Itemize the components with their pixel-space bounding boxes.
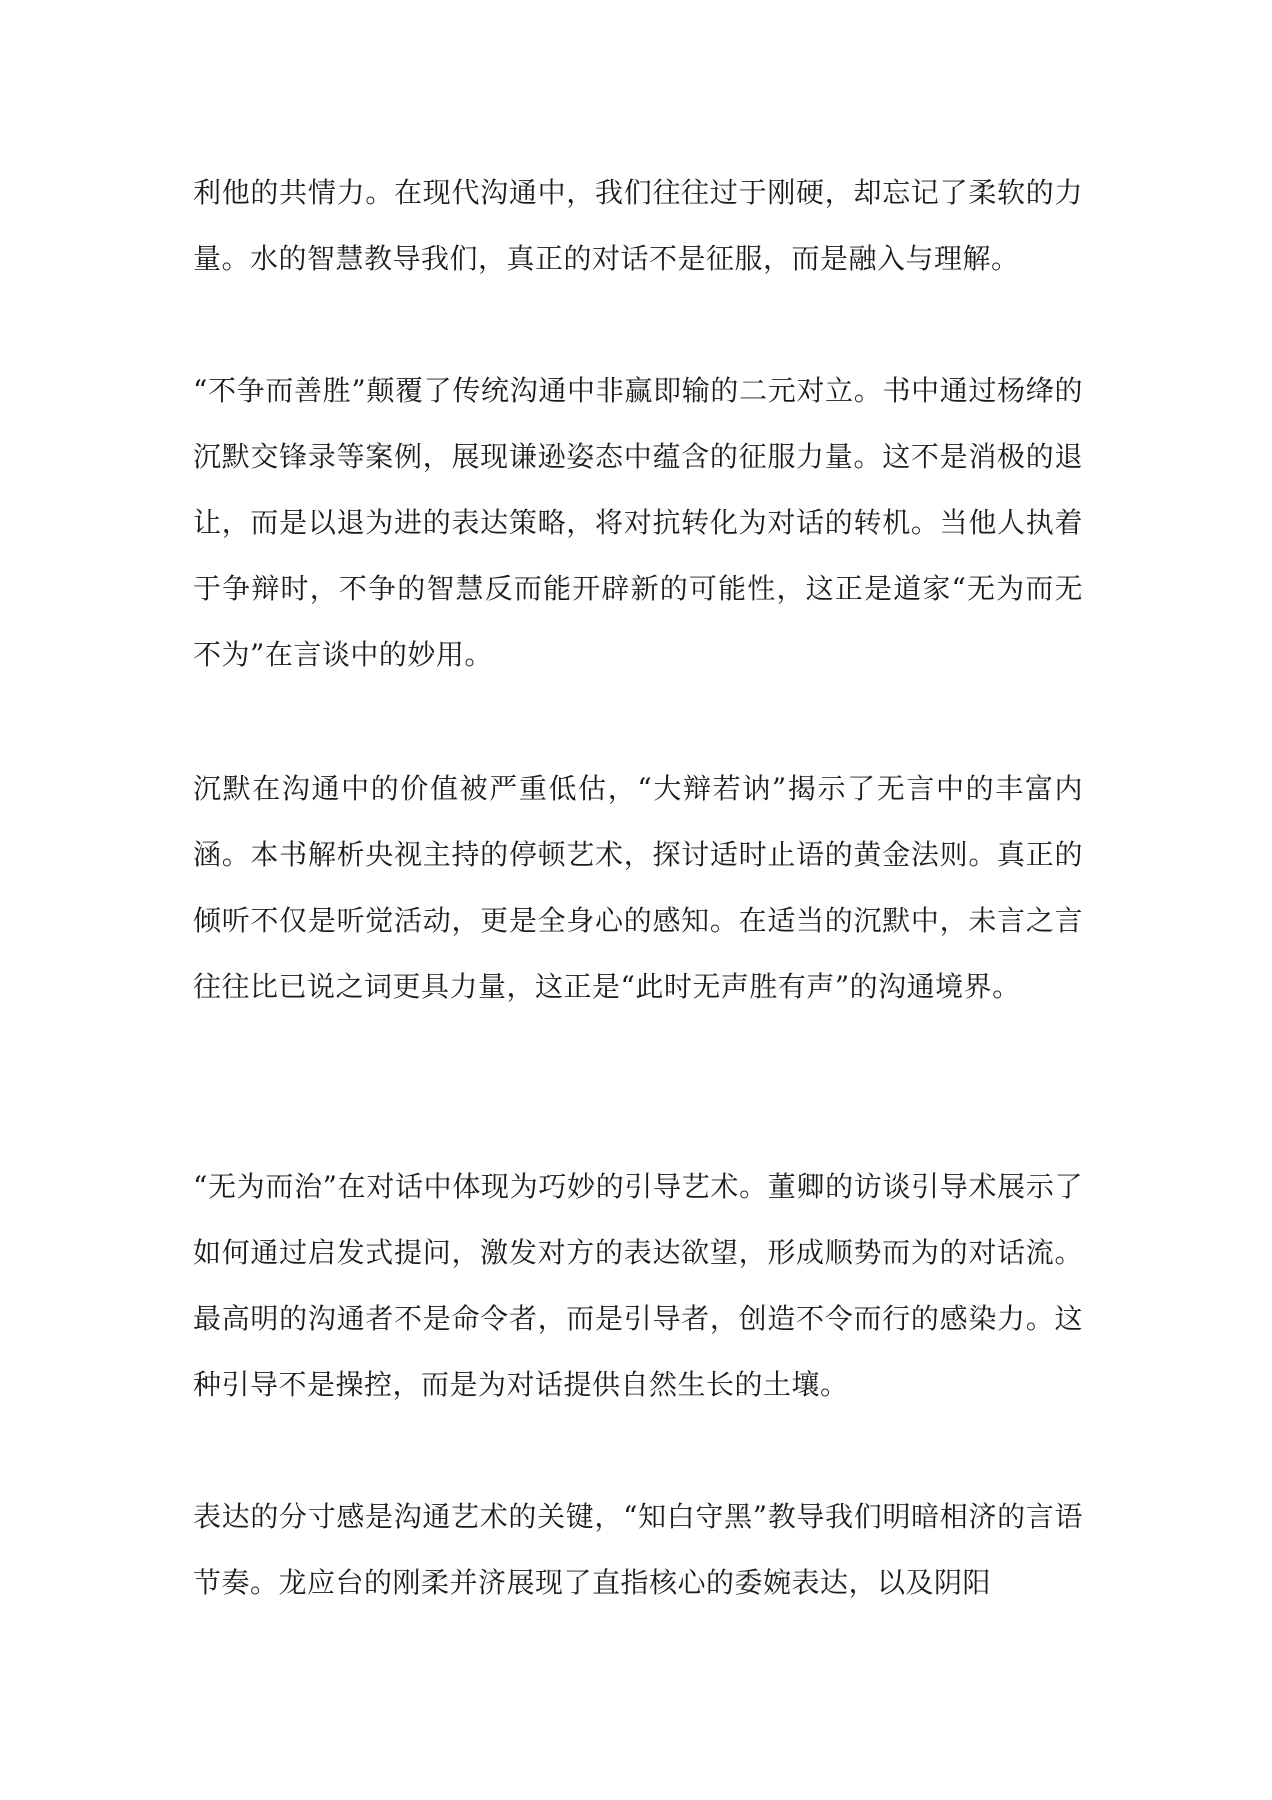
paragraph-5: 表达的分寸感是沟通艺术的关键，“知白守黑”教导我们明暗相济的言语节奏。龙应台的刚柔并济展现了直指核心的委婉表达，以及阴阳 — [193, 1500, 1083, 1599]
paragraph-4: “无为而治”在对话中体现为巧妙的引导艺术。董卿的访谈引导术展示了如何通过启发式提问，激发对方的表达欲望，形成顺势而为的对话流。最高明的沟通者不是命令者，而是引导者，创造不令而行的感染力。这种引导不是操控，而是为对话提供自然生长的土壤。 — [193, 1170, 1083, 1401]
paragraph-2: “不争而善胜”颠覆了传统沟通中非赢即输的二元对立。书中通过杨绛的沉默交锋录等案例，展现谦逊姿态中蕴含的征服力量。这不是消极的退让，而是以退为进的表达策略，将对抗转化为对话的转机。当他人执着于争辩时，不争的智慧反而能开辟新的可能性，这正是道家“无为而无不为”在言谈中的妙用。 — [193, 374, 1083, 671]
paragraph-1: 利他的共情力。在现代沟通中，我们往往过于刚硬，却忘记了柔软的力量。水的智慧教导我们，真正的对话不是征服，而是融入与理解。 — [193, 176, 1083, 275]
paragraph-3: 沉默在沟通中的价值被严重低估，“大辩若讷”揭示了无言中的丰富内涵。本书解析央视主持的停顿艺术，探讨适时止语的黄金法则。真正的倾听不仅是听觉活动，更是全身心的感知。在适当的沉默中，未言之言往往比已说之词更具力量，这正是“此时无声胜有声”的沟通境界。 — [193, 772, 1083, 1003]
